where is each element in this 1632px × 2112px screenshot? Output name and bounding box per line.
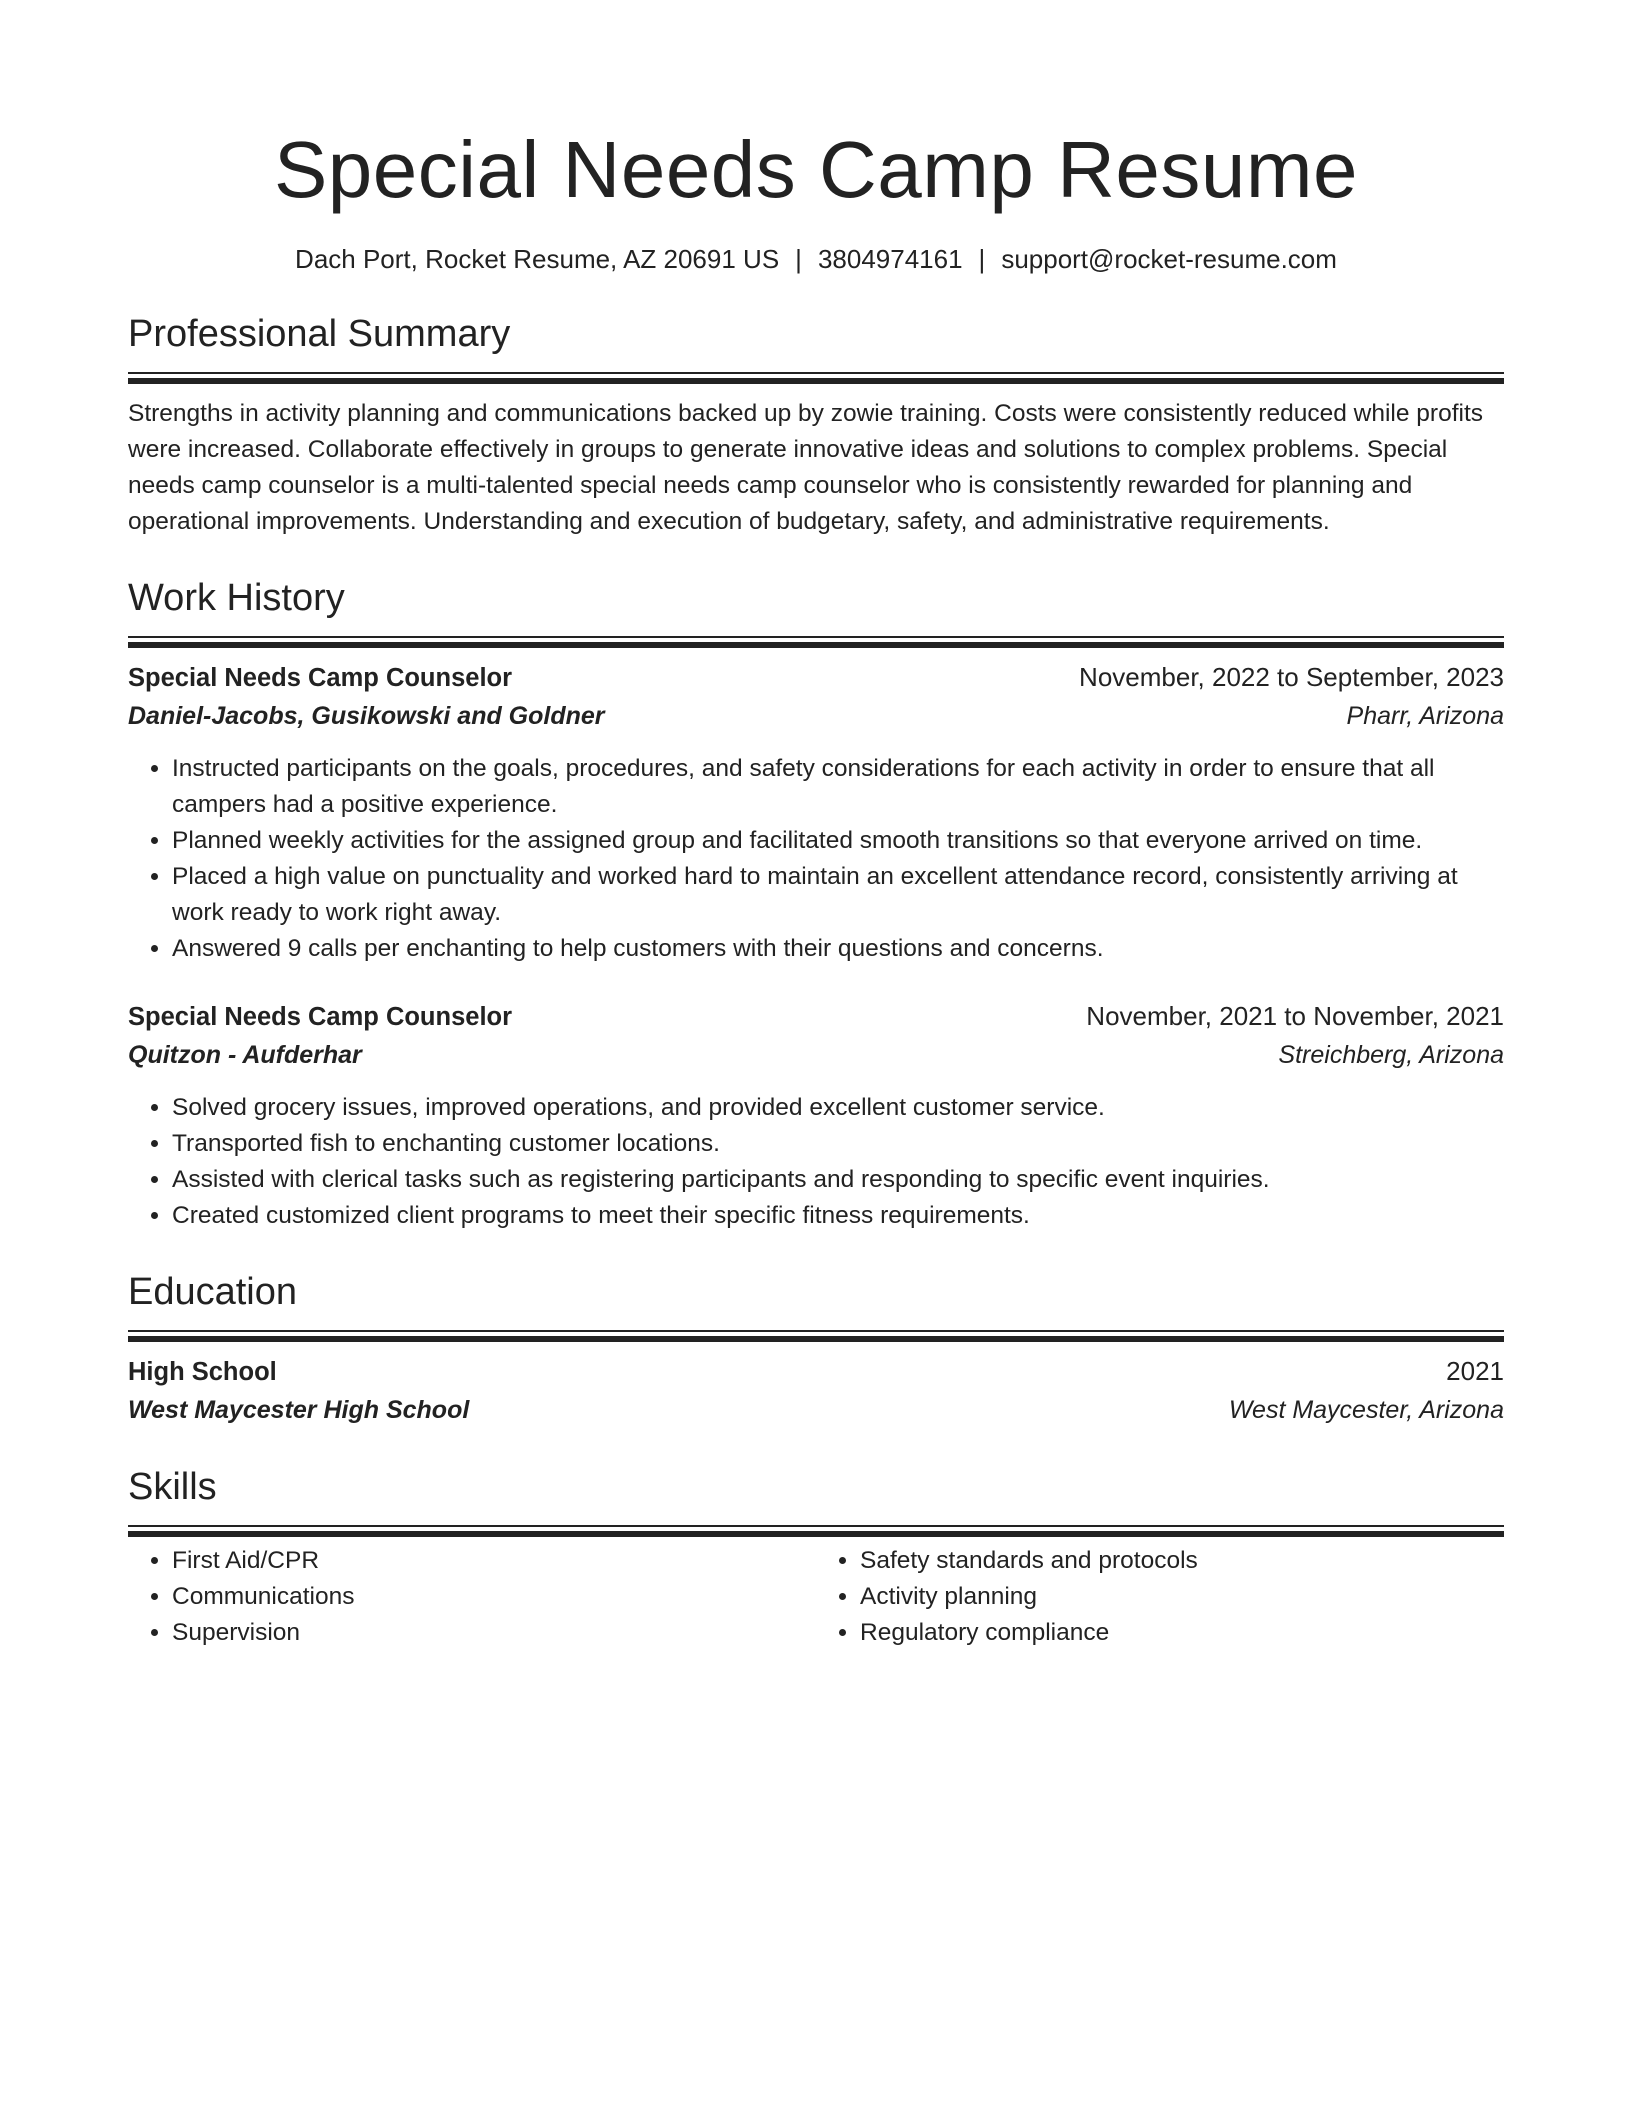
job-duty-item: • Created customized client programs to meet their specific fitness requirements. bbox=[172, 1198, 1504, 1234]
section-title: Professional Summary bbox=[128, 313, 511, 355]
section-title: Work History bbox=[128, 577, 345, 619]
job-location: Streichberg, Arizona bbox=[1278, 1041, 1504, 1069]
job-dates: November, 2022 to September, 2023 bbox=[1079, 662, 1504, 692]
section-divider bbox=[128, 372, 1504, 378]
section-divider bbox=[128, 636, 1504, 642]
education-school: West Maycester High School bbox=[128, 1396, 470, 1424]
job-duty-item: • Transported fish to enchanting customer locations. bbox=[172, 1126, 1504, 1162]
contact-separator: | bbox=[978, 244, 986, 274]
skill-item: • First Aid/CPR bbox=[172, 1543, 816, 1579]
skill-item: • Safety standards and protocols bbox=[860, 1543, 1504, 1579]
job-duties bbox=[128, 751, 1504, 967]
job-duty-item: • Answered 9 calls per enchanting to help customers with their questions and concerns. bbox=[172, 931, 1504, 967]
job-duty-item: • Planned weekly activities for the assigned group and facilitated smooth transitions so that everyone arrived on time. bbox=[172, 823, 1504, 859]
section-divider bbox=[128, 1330, 1504, 1336]
summary-section bbox=[128, 310, 1504, 540]
education-entry bbox=[128, 1352, 1504, 1429]
job-duty-item: • Assisted with clerical tasks such as registering participants and responding to specific event inquiries. bbox=[172, 1162, 1504, 1198]
contact-separator: | bbox=[795, 244, 802, 274]
skill-item: • Activity planning bbox=[860, 1579, 1504, 1615]
skill-item: • Supervision bbox=[172, 1615, 816, 1651]
job-title: Special Needs Camp Counselor bbox=[128, 664, 513, 692]
skill-item: • Communications bbox=[172, 1579, 816, 1615]
job-header-row bbox=[128, 658, 1504, 697]
summary-text: Strengths in activity planning and communications backed up by zowie training. Costs were consistently reduced while profits were increased. Collaborate effectively in groups to generate innovative ideas and solutions to complex problems. Special needs camp counselor is a multi-talented special needs camp counselor who is consistently rewarded for planning and operational improvements. Understanding and execution of budgetary, safety, and administrative requirements. bbox=[128, 400, 1484, 535]
contact-line bbox=[128, 242, 1504, 276]
skills-section bbox=[128, 1463, 1504, 1651]
work-history-section bbox=[128, 574, 1504, 1234]
section-title: Skills bbox=[128, 1466, 217, 1508]
education-location: West Maycester, Arizona bbox=[1228, 1396, 1504, 1424]
job-dates: November, 2021 to November, 2021 bbox=[1086, 1001, 1504, 1031]
job-title: Special Needs Camp Counselor bbox=[128, 1003, 513, 1031]
skills-columns bbox=[128, 1543, 1504, 1651]
job-company: Daniel-Jacobs, Gusikowski and Goldner bbox=[128, 702, 605, 730]
job-company: Quitzon - Aufderhar bbox=[128, 1041, 362, 1069]
job-entry bbox=[128, 658, 1504, 967]
job-employer-row bbox=[128, 1036, 1504, 1074]
resume-page bbox=[128, 0, 1504, 1651]
section-divider bbox=[128, 1525, 1504, 1531]
job-location: Pharr, Arizona bbox=[1346, 702, 1504, 730]
education-header-row bbox=[128, 1352, 1504, 1391]
job-duty-item: • Solved grocery issues, improved operations, and provided excellent customer service. bbox=[172, 1090, 1504, 1126]
contact-address: Dach Port, Rocket Resume, AZ 20691 US bbox=[295, 244, 780, 274]
job-employer-row bbox=[128, 697, 1504, 735]
skills-left-column bbox=[128, 1543, 816, 1651]
education-degree: High School bbox=[128, 1358, 277, 1386]
job-duty-item: • Placed a high value on punctuality and worked hard to maintain an excellent attendance record, consistently arriving at work ready to work right away. bbox=[172, 859, 1504, 931]
contact-phone: 3804974161 bbox=[817, 244, 963, 274]
job-duty-item: • Instructed participants on the goals, procedures, and safety considerations for each activity in order to ensure that all campers had a positive experience. bbox=[172, 751, 1504, 823]
section-title: Education bbox=[128, 1271, 298, 1313]
education-school-row bbox=[128, 1391, 1504, 1429]
resume-name: Special Needs Camp Resume bbox=[273, 125, 1359, 214]
contact-email: support@rocket-resume.com bbox=[1001, 244, 1337, 274]
skill-item: • Regulatory compliance bbox=[860, 1615, 1504, 1651]
job-entry bbox=[128, 997, 1504, 1234]
education-section bbox=[128, 1268, 1504, 1429]
education-year: 2021 bbox=[1446, 1356, 1504, 1386]
skills-right-column bbox=[816, 1543, 1504, 1651]
job-header-row bbox=[128, 997, 1504, 1036]
job-duties bbox=[128, 1090, 1504, 1234]
